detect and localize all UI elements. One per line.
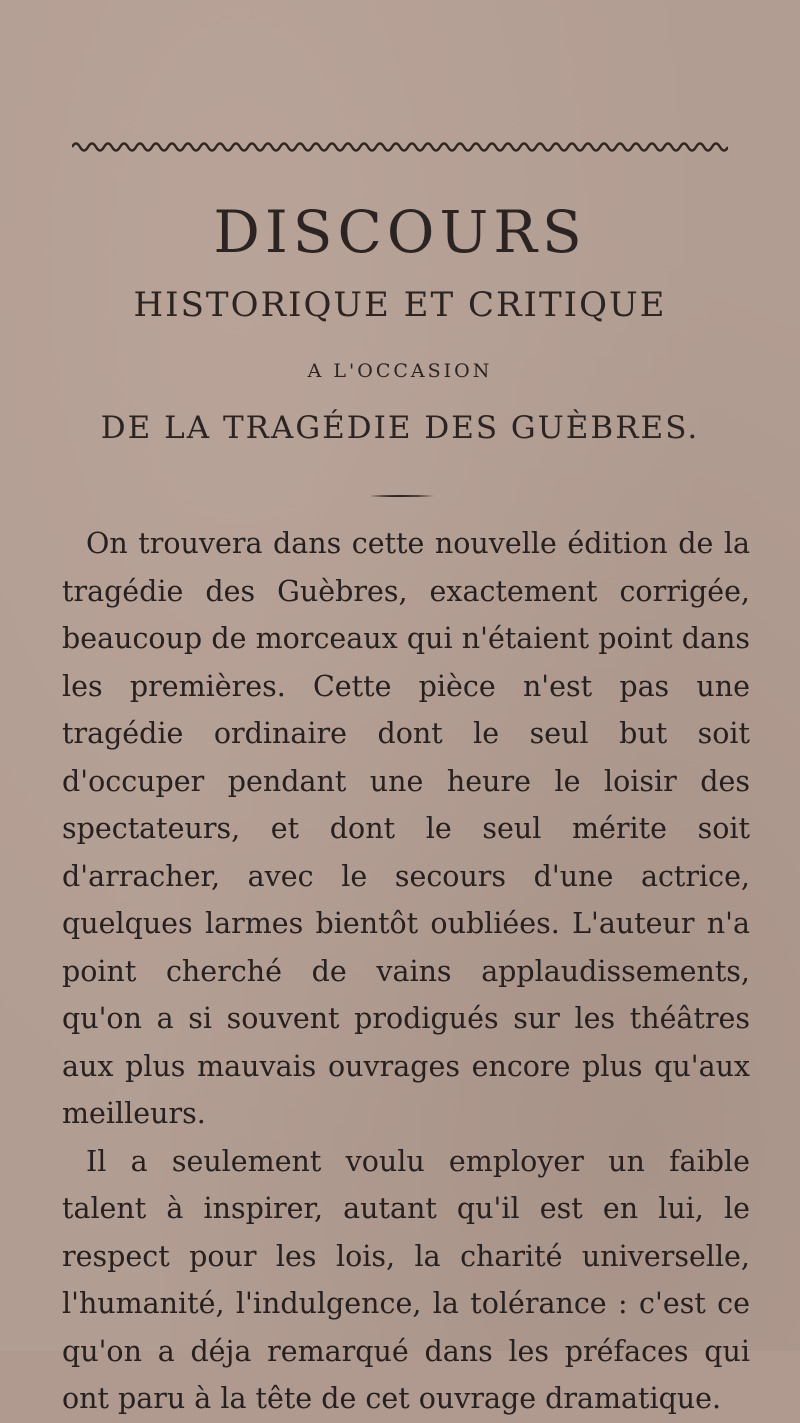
- paragraph-1: On trouvera dans cette nouvelle édition de la tragédie des Guèbres, exactement corrigée, beaucoup de morceaux qui n'étaient point dans les premières. Cette pièce n'est pas une tragédie ordinaire dont le seul but soit d'occuper pendant une heure le loisir des spectateurs, et dont le seul mérite soit d'arracher, avec le secours d'une actrice, quelques larmes bientôt oubliées. L'auteur n'a point cherché de vains applaudissements, qu'on a si souvent prodigués sur les théâtres aux plus mauvais ouvrages encore plus qu'aux meilleurs.: [62, 527, 750, 1130]
- page-subtitle: HISTORIQUE ET CRITIQUE: [133, 285, 667, 325]
- page-title: DISCOURS: [213, 198, 587, 266]
- ornamental-border: [72, 140, 728, 154]
- paragraph-2: Il a seulement voulu employer un faible talent à inspirer, autant qu'il est en lui, le respect pour les lois, la charité universelle, l'humanité, l'indulgence, la tolérance : c'est ce qu'on a déja remarqué dans les préfaces qui ont paru à la tête de cet ouvrage dramatique.: [62, 1144, 750, 1415]
- occasion-line: A L'OCCASION: [307, 360, 493, 382]
- body-text: [62, 520, 750, 1423]
- divider-rule: [370, 494, 434, 498]
- tragedy-heading: DE LA TRAGÉDIE DES GUÈBRES.: [100, 410, 700, 446]
